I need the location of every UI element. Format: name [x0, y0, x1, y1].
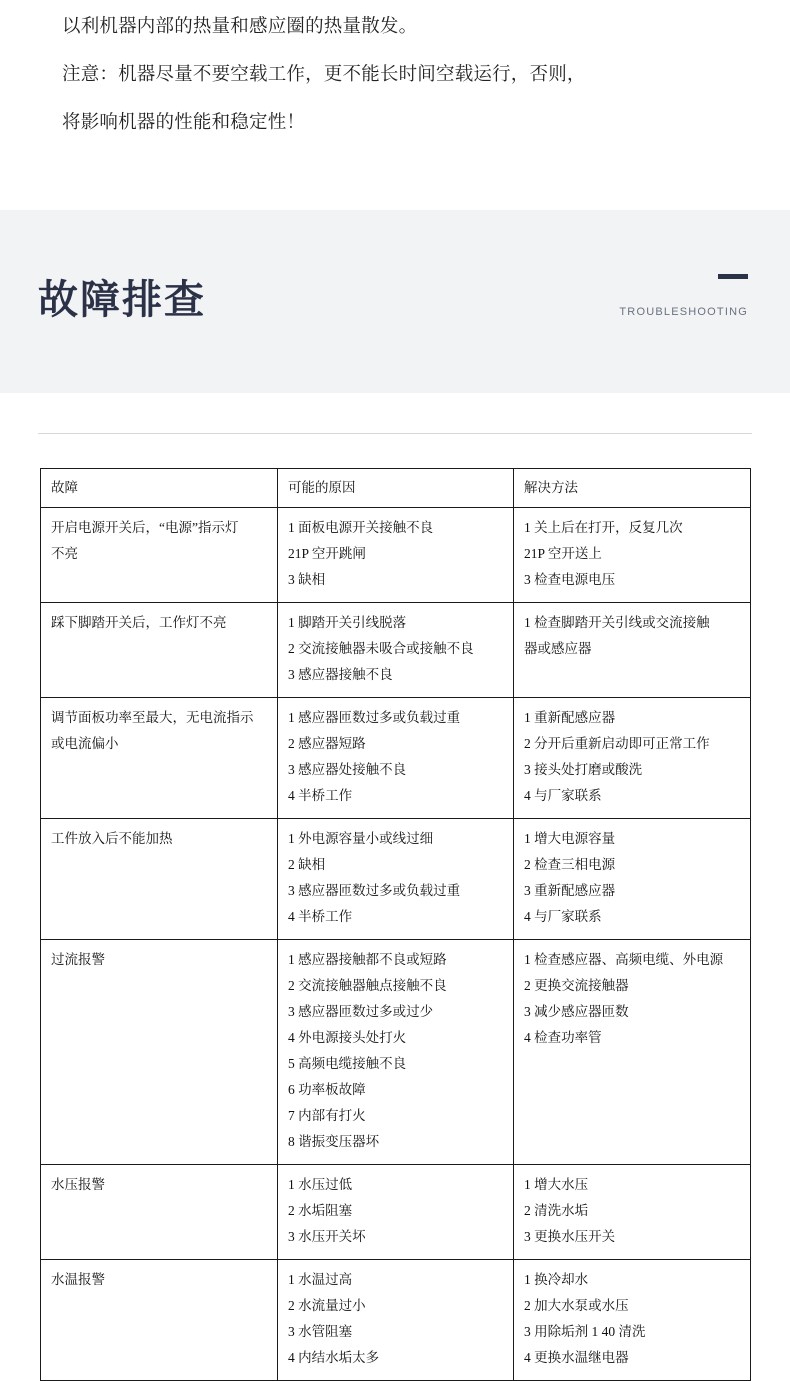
cell-causes	[278, 698, 514, 819]
table-body	[41, 508, 751, 1381]
cell-line: 2 交流接触器触点接触不良	[288, 978, 447, 993]
cell-line: 2 感应器短路	[288, 736, 366, 751]
cell-line: 2 缺相	[288, 857, 326, 872]
cell-line: 开启电源开关后，“电源”指示灯	[51, 520, 239, 535]
cell-line: 1 检查脚踏开关引线或交流接触	[524, 615, 710, 630]
cell-line: 1 检查感应器、高频电缆、外电源	[524, 952, 724, 967]
table-row	[41, 508, 751, 603]
cell-line: 4 外电源接头处打火	[288, 1030, 407, 1045]
table-row	[41, 819, 751, 940]
cell-line: 1 增大电源容量	[524, 831, 616, 846]
cell-causes	[278, 1260, 514, 1381]
cell-line: 4 半桥工作	[288, 788, 353, 803]
table-header-fault: 故障	[41, 469, 278, 508]
cell-line: 水压报警	[51, 1177, 105, 1192]
cell-line: 1 脚踏开关引线脱落	[288, 615, 407, 630]
content-area	[0, 433, 790, 1381]
cell-line: 1 重新配感应器	[524, 710, 616, 725]
intro-spacer	[0, 146, 790, 210]
table-row	[41, 1165, 751, 1260]
cell-line: 7 内部有打火	[288, 1108, 366, 1123]
table-header-row	[41, 469, 751, 508]
section-banner	[0, 210, 790, 393]
cell-line: 或电流偏小	[51, 736, 119, 751]
cell-line: 3 缺相	[288, 572, 326, 587]
cell-line: 8 谐振变压器坏	[288, 1134, 380, 1149]
cell-solutions	[514, 1165, 751, 1260]
cell-line: 1 水压过低	[288, 1177, 353, 1192]
cell-line: 3 检查电源电压	[524, 572, 616, 587]
cell-causes	[278, 940, 514, 1165]
cell-line: 5 高频电缆接触不良	[288, 1056, 407, 1071]
cell-causes	[278, 1165, 514, 1260]
cell-solutions	[514, 1260, 751, 1381]
cell-fault	[41, 603, 278, 698]
cell-line: 2 更换交流接触器	[524, 978, 629, 993]
cell-line: 3 感应器处接触不良	[288, 762, 407, 777]
cell-solutions	[514, 603, 751, 698]
cell-line: 2 水流量过小	[288, 1298, 366, 1313]
cell-line: 4 与厂家联系	[524, 788, 602, 803]
cell-causes	[278, 603, 514, 698]
cell-line: 3 感应器接触不良	[288, 667, 393, 682]
cell-fault	[41, 1165, 278, 1260]
cell-solutions	[514, 508, 751, 603]
cell-fault	[41, 698, 278, 819]
cell-line: 4 更换水温继电器	[524, 1350, 629, 1365]
table-row	[41, 1260, 751, 1381]
cell-line: 4 与厂家联系	[524, 909, 602, 924]
cell-line: 2 分开后重新启动即可正常工作	[524, 736, 710, 751]
cell-line: 3 感应器匝数过多或负载过重	[288, 883, 461, 898]
intro-line-2: 注意：机器尽量不要空载工作，更不能长时间空载运行，否则，	[62, 63, 586, 84]
divider	[38, 433, 752, 434]
dash-icon	[718, 274, 748, 279]
cell-line: 21P 空开送上	[524, 546, 602, 561]
cell-line: 3 重新配感应器	[524, 883, 616, 898]
cell-line: 1 增大水压	[524, 1177, 589, 1192]
cell-line: 工件放入后不能加热	[51, 831, 173, 846]
page-title: 故障排查	[38, 277, 206, 322]
cell-line: 4 内结水垢太多	[288, 1350, 380, 1365]
cell-line: 1 水温过高	[288, 1272, 353, 1287]
intro-line-1: 以利机器内部的热量和感应圈的热量散发。	[62, 15, 418, 36]
troubleshooting-table	[40, 468, 751, 1381]
cell-fault	[41, 1260, 278, 1381]
table-row	[41, 698, 751, 819]
cell-line: 过流报警	[51, 952, 105, 967]
cell-causes	[278, 819, 514, 940]
cell-line: 2 加大水泵或水压	[524, 1298, 629, 1313]
troubleshooting-table-wrap	[40, 468, 750, 1381]
cell-line: 1 外电源容量小或线过细	[288, 831, 434, 846]
cell-line: 踩下脚踏开关后，工作灯不亮	[51, 615, 227, 630]
cell-line: 21P 空开跳闸	[288, 546, 366, 561]
cell-line: 3 水压开关坏	[288, 1229, 366, 1244]
section-subtitle: TROUBLESHOOTING	[619, 306, 748, 318]
cell-line: 4 半桥工作	[288, 909, 353, 924]
cell-line: 水温报警	[51, 1272, 105, 1287]
cell-line: 2 清洗水垢	[524, 1203, 589, 1218]
cell-line: 2 交流接触器未吸合或接触不良	[288, 641, 474, 656]
cell-line: 4 检查功率管	[524, 1030, 602, 1045]
cell-line: 6 功率板故障	[288, 1082, 366, 1097]
table-row	[41, 940, 751, 1165]
cell-fault	[41, 508, 278, 603]
cell-line: 2 水垢阻塞	[288, 1203, 353, 1218]
cell-line: 3 减少感应器匝数	[524, 1004, 629, 1019]
intro-line-3: 将影响机器的性能和稳定性！	[62, 111, 306, 132]
cell-line: 1 感应器接触都不良或短路	[288, 952, 447, 967]
cell-line: 3 用除垢剂 1 40 清洗	[524, 1324, 646, 1339]
table-row	[41, 603, 751, 698]
cell-line: 1 面板电源开关接触不良	[288, 520, 434, 535]
cell-line: 3 感应器匝数过多或过少	[288, 1004, 434, 1019]
table-header-causes: 可能的原因	[278, 469, 514, 508]
cell-fault	[41, 819, 278, 940]
cell-line: 1 换冷却水	[524, 1272, 589, 1287]
cell-solutions	[514, 940, 751, 1165]
cell-line: 器或感应器	[524, 641, 592, 656]
cell-line: 2 检查三相电源	[524, 857, 616, 872]
cell-line: 3 更换水压开关	[524, 1229, 616, 1244]
cell-line: 调节面板功率至最大，无电流指示	[51, 710, 254, 725]
cell-solutions	[514, 698, 751, 819]
cell-fault	[41, 940, 278, 1165]
cell-causes	[278, 508, 514, 603]
intro-text-block	[0, 0, 790, 146]
cell-line: 3 水管阻塞	[288, 1324, 353, 1339]
cell-line: 3 接头处打磨或酸洗	[524, 762, 643, 777]
cell-line: 不亮	[51, 546, 78, 561]
table-header-solutions: 解决方法	[514, 469, 751, 508]
cell-line: 1 感应器匝数过多或负载过重	[288, 710, 461, 725]
cell-solutions	[514, 819, 751, 940]
cell-line: 1 关上后在打开，反复几次	[524, 520, 683, 535]
